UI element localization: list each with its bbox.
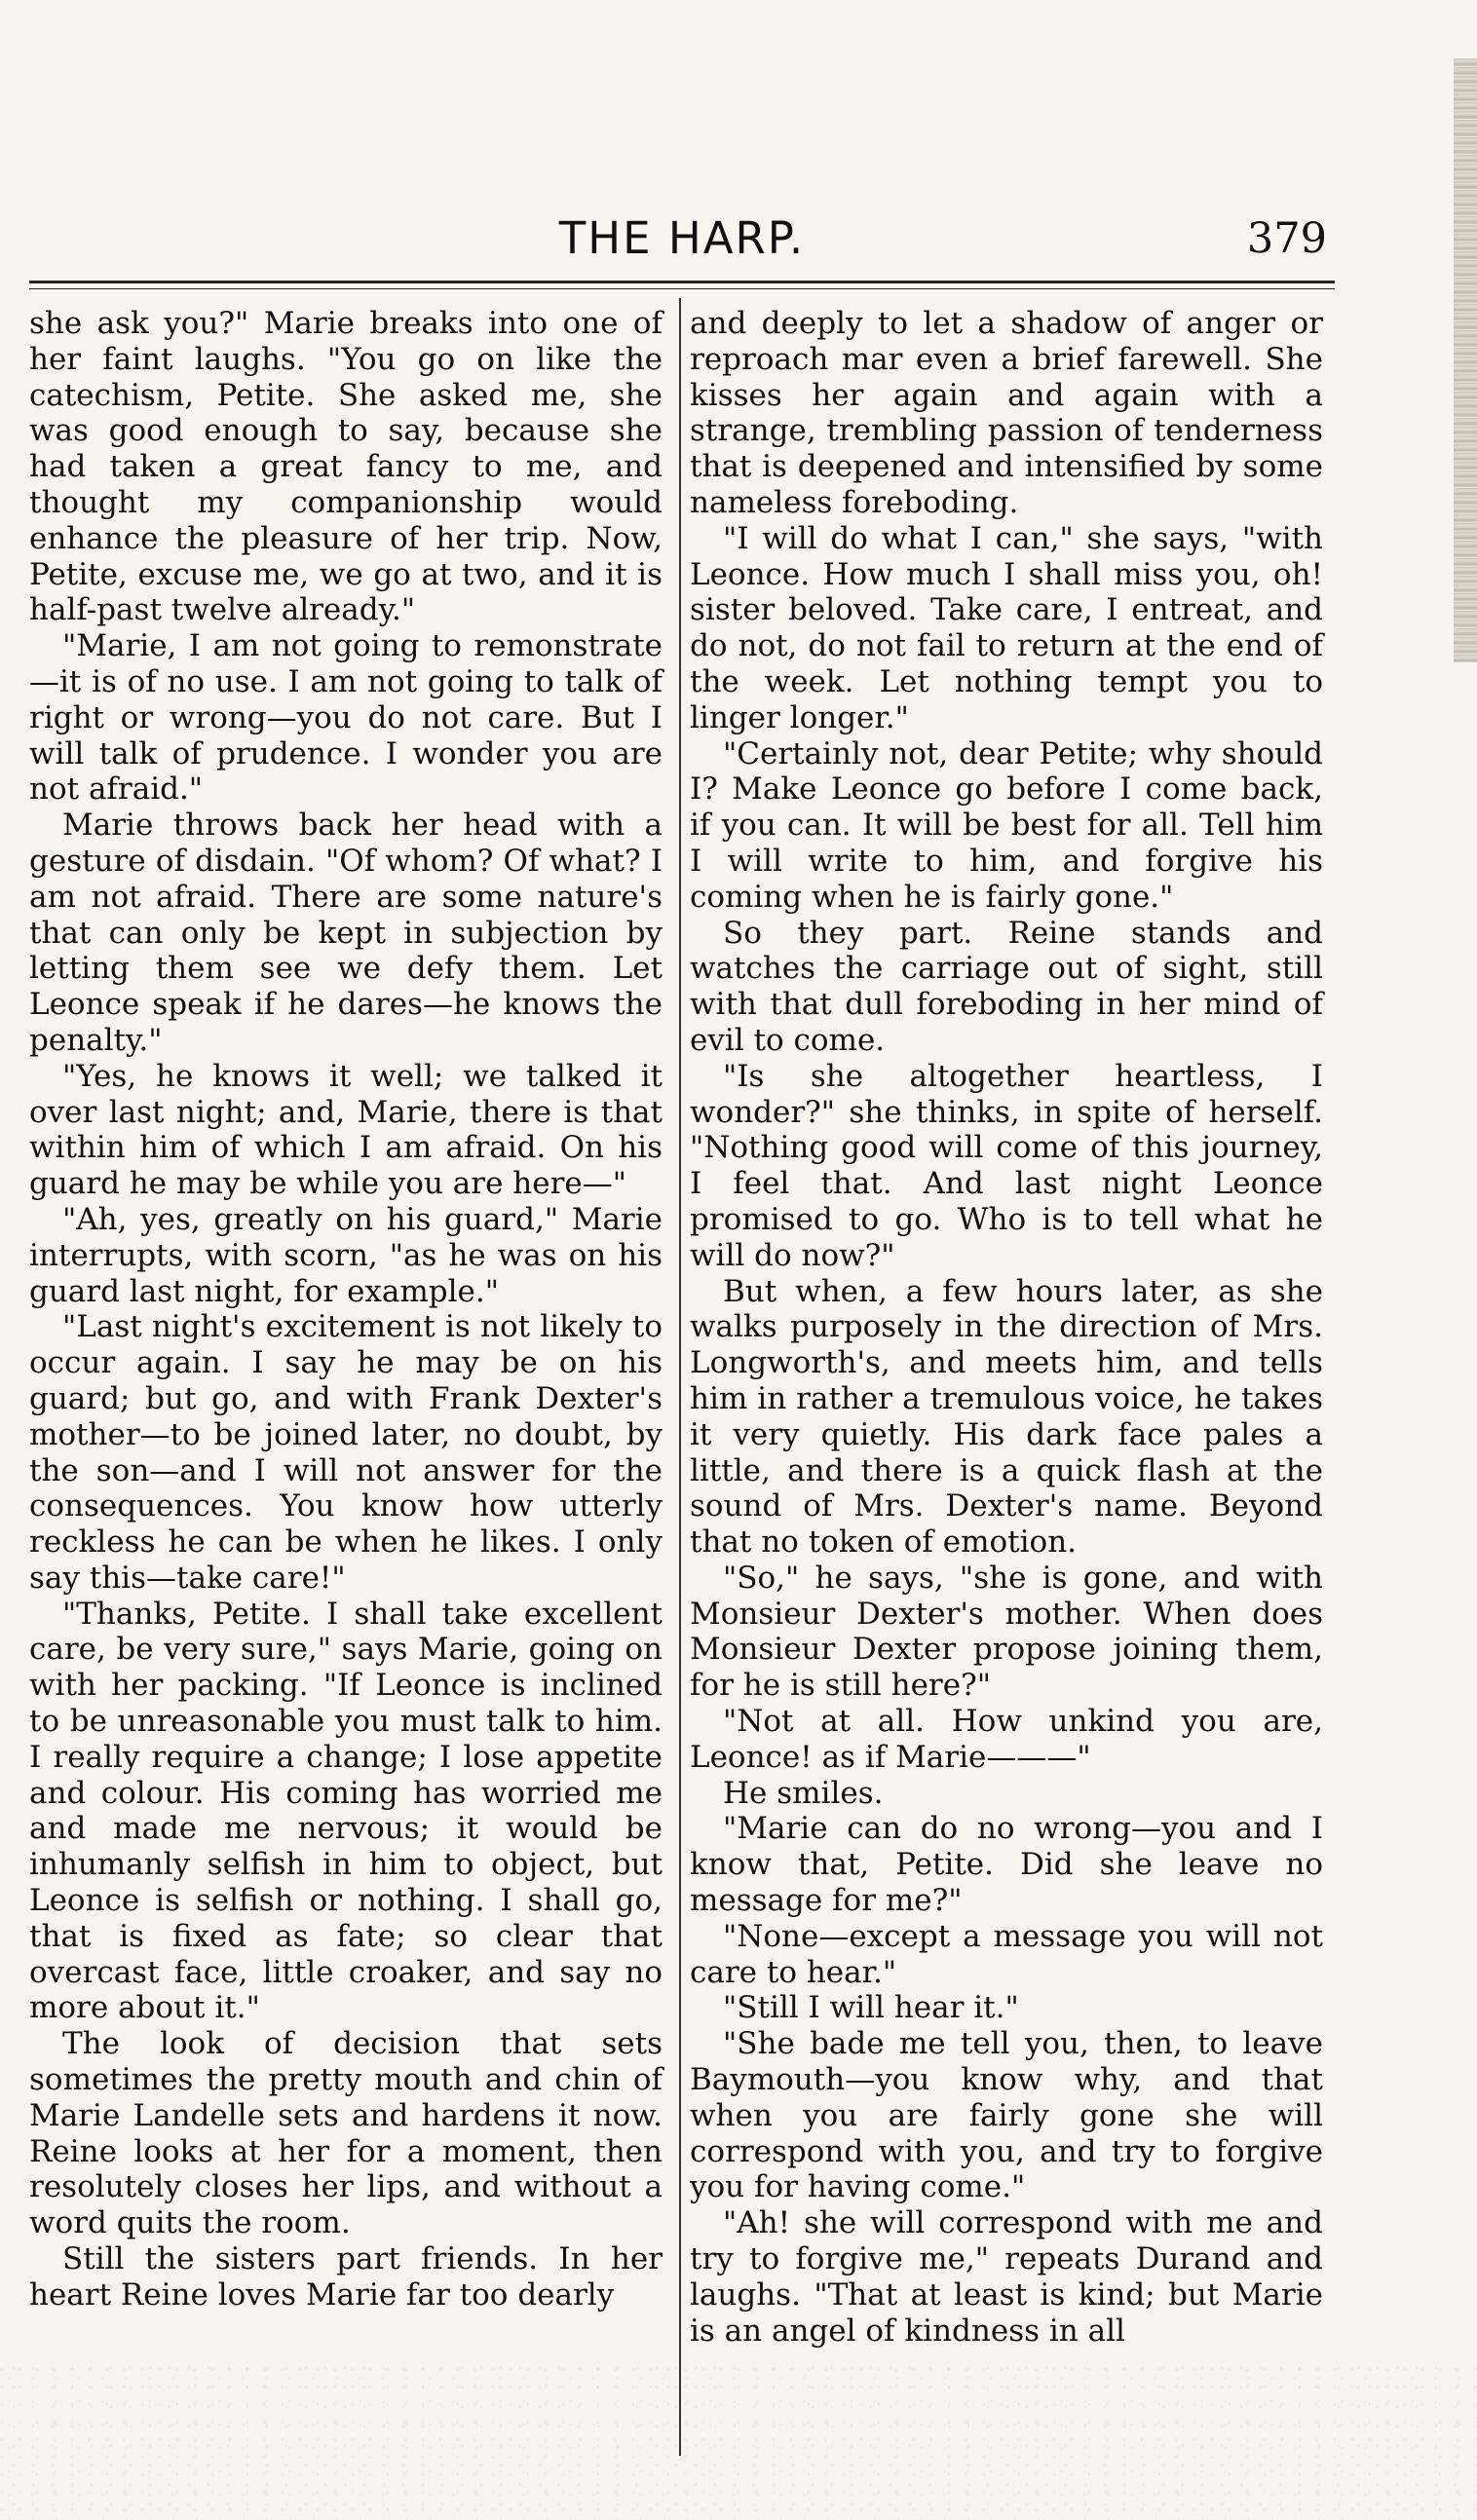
- left-paragraph: "Last night's excitement is not likely to occur again. I say he may be on his guard; but go, and with Frank Dexter's mother—to be joined later, no doubt, by the son—and I will not answer for the consequences. You know how utterly reckless he can be when he likes. I only say this—take care!": [29, 1309, 663, 1596]
- right-paragraph: "Marie can do no wrong—you and I know that, Petite. Did she leave no message for me?": [690, 1811, 1323, 1919]
- left-paragraph: "Yes, he knows it well; we talked it over last night; and, Marie, there is that within him of which I am afraid. On his guard he may be while you are here—": [29, 1058, 663, 1202]
- column-divider: [679, 298, 681, 2456]
- right-column: [690, 306, 1323, 2349]
- page-header: [29, 195, 1335, 282]
- right-paragraph: and deeply to let a shadow of anger or reproach mar even a brief farewell. She kisses her again and again with a strange, trembling passion of tenderness that is deepened and intensified by some nameless foreboding.: [690, 306, 1323, 520]
- left-paragraph: The look of decision that sets sometimes the pretty mouth and chin of Marie Landelle sets and hardens it now. Reine looks at her for a moment, then resolutely closes her lips, and without a word quits the room.: [29, 2026, 663, 2241]
- right-paragraph: "So," he says, "she is gone, and with Monsieur Dexter's mother. When does Monsieur Dexter propose joining them, for he is still here?": [690, 1560, 1323, 1704]
- left-paragraph: "Thanks, Petite. I shall take excellent care, be very sure," says Marie, going on with her packing. "If Leonce is inclined to be unreasonable you must talk to him. I really require a change; I lose appetite and colour. His coming has worried me and made me nervous; it would be inhumanly selfish in him to object, but Leonce is selfish or nothing. I shall go, that is fixed as fate; so clear that overcast face, little croaker, and say no more about it.": [29, 1596, 663, 2026]
- page-title: THE HARP.: [558, 212, 806, 264]
- header-rule-thick: [29, 281, 1335, 283]
- right-paragraph: "None—except a message you will not care to hear.": [690, 1918, 1323, 1990]
- right-paragraph: "Is she altogether heartless, I wonder?" she thinks, in spite of herself. "Nothing good will come of this journey, I feel that. And last night Leonce promised to go. Who is to tell what he will do now?": [690, 1058, 1323, 1273]
- right-paragraph: So they part. Reine stands and watches the carriage out of sight, still with that dull foreboding in her mind of evil to come.: [690, 915, 1323, 1058]
- left-paragraph: Marie throws back her head with a gesture of disdain. "Of whom? Of what? I am not afraid. There are some nature's that can only be kept in subjection by letting them see we defy them. Let Leonce speak if he dares—he knows the penalty.": [29, 808, 663, 1058]
- right-paragraph: "I will do what I can," she says, "with Leonce. How much I shall miss you, oh! sister beloved. Take care, I entreat, and do not, do not fail to return at the end of the week. Let nothing tempt you to linger longer.": [690, 520, 1323, 735]
- right-paragraph: "Ah! she will correspond with me and try to forgive me," repeats Durand and laughs. "That at least is kind; but Marie is an angel of kindness in all: [690, 2205, 1323, 2349]
- header-rule-thin: [29, 288, 1335, 289]
- left-paragraph: "Ah, yes, greatly on his guard," Marie interrupts, with scorn, "as he was on his guard last night, for example.": [29, 1201, 663, 1309]
- right-paragraph: "Not at all. How unkind you are, Leonce! as if Marie———": [690, 1704, 1323, 1775]
- paper-noise: [0, 2364, 1477, 2520]
- right-paragraph: He smiles.: [723, 1775, 884, 1811]
- left-column: [29, 306, 663, 2313]
- right-paragraph: "She bade me tell you, then, to leave Baymouth—you know why, and that when you are fairly gone she will correspond with you, and try to forgive you for having come.": [690, 2026, 1323, 2205]
- left-paragraph: Still the sisters part friends. In her heart Reine loves Marie far too dearly: [29, 2241, 663, 2313]
- page-edge-shadow: [1454, 58, 1477, 662]
- right-paragraph: "Still I will hear it.": [723, 1990, 1019, 2026]
- page-number: 379: [1246, 214, 1327, 263]
- right-paragraph: "Certainly not, dear Petite; why should I? Make Leonce go before I come back, if you can. It will be best for all. Tell him I will write to him, and forgive his coming when he is fairly gone.": [690, 735, 1323, 915]
- left-paragraph: "Marie, I am not going to remonstrate—it is of no use. I am not going to talk of right or wrong—you do not care. But I will talk of prudence. I wonder you are not afraid.": [29, 628, 663, 808]
- right-paragraph: But when, a few hours later, as she walks purposely in the direction of Mrs. Longworth's, and meets him, and tells him in rather a tremulous voice, he takes it very quietly. His dark face pales a little, and there is a quick flash at the sound of Mrs. Dexter's name. Beyond that no token of emotion.: [690, 1273, 1323, 1561]
- left-paragraph: she ask you?" Marie breaks into one of her faint laughs. "You go on like the catechism, Petite. She asked me, she was good enough to say, because she had taken a great fancy to me, and thought my companionship would enhance the pleasure of her trip. Now, Petite, excuse me, we go at two, and it is half-past twelve already.": [29, 306, 663, 628]
